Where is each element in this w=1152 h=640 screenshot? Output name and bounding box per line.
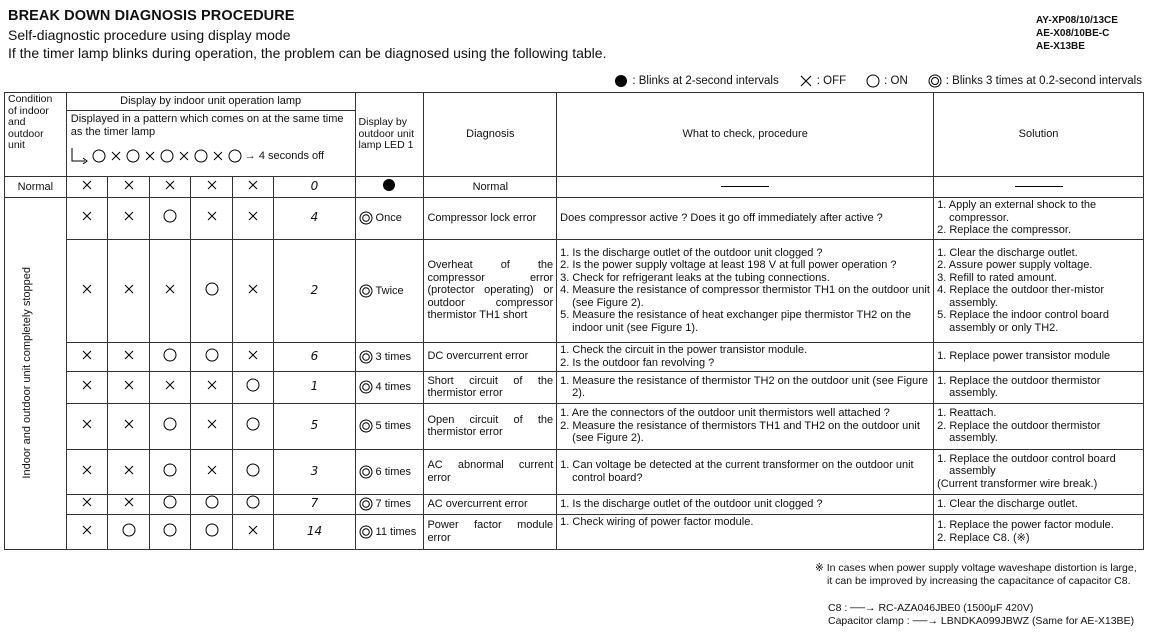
lamp-cell [191, 239, 233, 342]
lamp-cell [108, 371, 150, 403]
list-item: 2. Is the outdoor fan revolving ? [560, 356, 715, 369]
off-cross-icon [122, 495, 136, 509]
blink-count: 6 times [375, 465, 412, 478]
solution-cell [934, 239, 1144, 342]
on-circle-icon [163, 463, 177, 477]
led-cell [355, 449, 424, 494]
diagnosis-cell [424, 197, 557, 239]
check-cell [557, 239, 934, 342]
table-row [5, 371, 1144, 403]
off-cross-icon [211, 149, 225, 163]
diagnosis-text: Overheat of the compressor error (protector operating) or outdoor compressor thermistor TH1 short [427, 259, 554, 322]
lamp-cell [149, 449, 191, 494]
condition-cell [5, 177, 67, 198]
blink-3x-icon [359, 525, 373, 539]
diagnosis-rows [5, 177, 1144, 550]
legend-blink3: : Blinks 3 times at 0.2-second intervals [945, 75, 1142, 87]
lamp-cell [191, 371, 233, 403]
table-row [5, 514, 1144, 549]
diagnosis-text: AC overcurrent error [427, 497, 528, 510]
list-item: (Current transformer wire break.) [937, 477, 1098, 490]
diagnosis-cell [424, 494, 557, 514]
diagnosis-cell [424, 239, 557, 342]
off-cross-icon [122, 378, 136, 392]
lamp-cell [66, 403, 108, 449]
on-circle-icon [160, 149, 174, 163]
digit-cell [274, 342, 355, 371]
on-circle-icon [205, 495, 219, 509]
group-condition-cell [5, 197, 67, 549]
off-cross-icon [122, 463, 136, 477]
check-list [560, 459, 930, 484]
segment-digit: 5 [310, 418, 319, 433]
parts-list [828, 602, 1134, 627]
led-cell [355, 197, 424, 239]
list-item: 1. Replace the outdoor control board assembly [937, 452, 1116, 478]
diagnosis-cell [424, 342, 557, 371]
blink-3x-icon [359, 284, 373, 298]
off-cross-icon [246, 348, 260, 362]
list-item: 1. Is the discharge outlet of the outdoor unit clogged ? [560, 246, 823, 259]
blink-3x-icon [359, 419, 373, 433]
off-cross-icon [205, 178, 219, 192]
solution-cell [934, 177, 1144, 198]
list-item: 2. Is the power supply voltage at least 198 V at full power operation ? [560, 259, 897, 272]
outdoor-display-header: Display by outdoor unit lamp LED 1 [355, 93, 424, 177]
off-cross-icon [80, 523, 94, 537]
lamp-cell [66, 514, 108, 549]
pattern-sequence [71, 148, 351, 164]
segment-digit: 7 [310, 496, 319, 511]
off-cross-icon [177, 149, 191, 163]
list-item: 1. Check wiring of power factor module. [560, 515, 754, 528]
list-item: 3. Refill to rated amount. [937, 271, 1057, 284]
table-row [5, 239, 1144, 342]
digit-cell [274, 403, 355, 449]
pattern-description: Displayed in a pattern which comes on at the same time as the timer lamp [70, 113, 344, 138]
list-item: Does compressor active ? Does it go off immediately after active ? [560, 211, 883, 224]
off-cross-icon [122, 417, 136, 431]
solution-cell [934, 494, 1144, 514]
diagnosis-header: Diagnosis [424, 93, 557, 177]
check-list [560, 375, 930, 400]
blink-3x-icon [359, 211, 373, 225]
normal-row [5, 177, 1144, 198]
on-circle-icon [866, 74, 880, 88]
off-cross-icon [122, 209, 136, 223]
off-cross-icon [799, 74, 813, 88]
lamp-cell [232, 239, 274, 342]
led-cell [355, 371, 424, 403]
blink-3x-icon [359, 380, 373, 394]
lamp-cell [66, 371, 108, 403]
diagnosis-text: Open circuit of the thermistor error [427, 413, 554, 438]
on-circle-icon [163, 209, 177, 223]
sequence-return-arrow-icon [71, 148, 89, 164]
solution-cell [934, 449, 1144, 494]
lamp-cell [149, 342, 191, 371]
solution-list [937, 453, 1140, 491]
blink-2s-icon [614, 74, 628, 88]
blink-count: 4 times [375, 380, 412, 393]
off-cross-icon [246, 282, 260, 296]
on-circle-icon [246, 495, 260, 509]
part-c8: C8 : ──→ RC-AZA046JBE0 (1500μF 420V) [828, 602, 1034, 614]
table-row [5, 197, 1144, 239]
diagnosis-text: Compressor lock error [427, 211, 537, 224]
on-circle-icon [246, 378, 260, 392]
lamp-cell [191, 177, 233, 198]
lamp-cell [149, 494, 191, 514]
solution-cell [934, 197, 1144, 239]
segment-digit: 0 [310, 179, 319, 193]
off-cross-icon [205, 463, 219, 477]
lamp-cell [108, 494, 150, 514]
check-list [560, 498, 930, 511]
list-item: 1. Replace the power factor module. [937, 519, 1114, 531]
off-cross-icon [246, 178, 260, 192]
off-cross-icon [205, 417, 219, 431]
blink-3x-icon [359, 465, 373, 479]
list-item: 1. Measure the resistance of thermistor TH2 on the outdoor unit (see Figure 2). [560, 374, 929, 399]
off-cross-icon [109, 149, 123, 163]
list-item: 2. Replace the outdoor thermistor assembly. [937, 419, 1101, 445]
seconds-off-label: → 4 seconds off [244, 149, 325, 162]
off-cross-icon [163, 282, 177, 296]
check-list [560, 516, 930, 529]
list-item: 3. Check for refrigerant leaks at the tubing connections. [560, 271, 830, 284]
diagnosis-cell [424, 514, 557, 549]
lamp-cell [232, 371, 274, 403]
model-3: AE-X13BE [1036, 41, 1085, 52]
off-cross-icon [246, 209, 260, 223]
lamp-cell [191, 449, 233, 494]
footnote-line-1: ※ In cases when power supply voltage waveshape distortion is large, [815, 562, 1137, 574]
segment-digit: 2 [310, 282, 319, 297]
off-cross-icon [143, 149, 157, 163]
on-circle-icon [228, 149, 242, 163]
lamp-cell [232, 514, 274, 549]
blink-count: Twice [375, 284, 404, 297]
diagnosis-text: DC overcurrent error [427, 350, 529, 363]
lamp-cell [108, 177, 150, 198]
off-cross-icon [80, 209, 94, 223]
solution-list [937, 375, 1140, 400]
off-cross-icon [80, 463, 94, 477]
list-item: 2. Replace C8. (※) [937, 531, 1030, 544]
segment-digit: 4 [310, 210, 319, 225]
part-capacitor-clamp: Capacitor clamp : ──→ LBNDKA099JBWZ (Same for AE-X13BE) [828, 614, 1135, 627]
off-cross-icon [163, 378, 177, 392]
digit-cell [274, 494, 355, 514]
diagnosis-text: AC abnormal current error [427, 459, 554, 484]
legend-on: : ON [884, 75, 908, 87]
model-1: AY-XP08/10/13CE [1036, 15, 1118, 26]
lamp-cell [191, 342, 233, 371]
list-item: 1. Replace power transistor module [937, 350, 1111, 363]
blink-2s-icon [382, 178, 396, 192]
check-header: What to check, procedure [557, 93, 934, 177]
lamp-cell [232, 494, 274, 514]
check-cell [557, 371, 934, 403]
solution-list [937, 407, 1140, 445]
condition-header: Condition of indoor and outdoor unit [5, 93, 67, 177]
solution-header: Solution [934, 93, 1144, 177]
on-circle-icon [122, 523, 136, 537]
model-2: AE-X08/10BE-C [1036, 28, 1110, 39]
lamp-cell [108, 403, 150, 449]
off-cross-icon [122, 178, 136, 192]
check-cell [557, 494, 934, 514]
footnote-line-2: it can be improved by increasing the capacitance of capacitor C8. [827, 574, 1131, 587]
list-item: 1. Can voltage be detected at the current transformer on the outdoor unit control board? [560, 459, 914, 484]
list-item: 5. Replace the indoor control board assembly or only TH2. [937, 309, 1109, 334]
off-cross-icon [205, 209, 219, 223]
solution-list [937, 350, 1140, 363]
list-item: 1. Check the circuit in the power transistor module. [560, 344, 808, 356]
lamp-cell [66, 177, 108, 198]
solution-list [937, 199, 1140, 237]
list-item: 1. Clear the discharge outlet. [937, 497, 1078, 510]
lamp-cell [232, 197, 274, 239]
digit-cell [274, 177, 355, 198]
check-list [560, 407, 930, 445]
lamp-cell [66, 449, 108, 494]
solution-list [937, 519, 1140, 544]
lamp-cell [149, 403, 191, 449]
check-cell [557, 449, 934, 494]
list-item: 2. Replace the compressor. [937, 224, 1072, 237]
on-circle-icon [205, 348, 219, 362]
blink-count: 11 times [375, 525, 417, 538]
lamp-cell [66, 494, 108, 514]
condition-label: Normal [17, 180, 54, 193]
lamp-cell [191, 403, 233, 449]
list-item: 1. Replace the outdoor thermistor assembly. [937, 374, 1101, 399]
blink-3x-icon [928, 74, 942, 88]
digit-cell [274, 239, 355, 342]
diagnosis-text: Normal [472, 180, 509, 193]
diagnosis-cell [424, 177, 557, 198]
blink-count: 5 times [375, 419, 412, 432]
diagnosis-text: Power factor module error [427, 519, 554, 544]
led-cell [355, 494, 424, 514]
dash-line [1015, 186, 1063, 187]
on-circle-icon [205, 523, 219, 537]
lamp-cell [232, 342, 274, 371]
model-list [1036, 14, 1118, 53]
off-cross-icon [80, 378, 94, 392]
solution-list [937, 247, 1140, 335]
indoor-display-header: Display by indoor unit operation lamp [66, 93, 355, 111]
on-circle-icon [163, 348, 177, 362]
led-cell [355, 514, 424, 549]
lamp-cell [149, 514, 191, 549]
lamp-cell [149, 239, 191, 342]
table-row [5, 449, 1144, 494]
list-item: 1. Clear the discharge outlet. [937, 246, 1078, 259]
lamp-cell [149, 177, 191, 198]
blink-3x-icon [359, 497, 373, 511]
list-item: 1. Reattach. [937, 407, 997, 420]
off-cross-icon [205, 378, 219, 392]
diagnosis-table [4, 92, 1144, 550]
check-cell [557, 197, 934, 239]
lamp-cell [232, 449, 274, 494]
on-circle-icon [163, 523, 177, 537]
on-circle-icon [205, 282, 219, 296]
on-circle-icon [163, 495, 177, 509]
blink-count: Once [375, 211, 402, 224]
digit-cell [274, 371, 355, 403]
segment-digit: 1 [310, 379, 319, 394]
list-item: 2. Assure power supply voltage. [937, 259, 1093, 272]
check-cell [557, 514, 934, 549]
lamp-cell [66, 239, 108, 342]
check-cell [557, 342, 934, 371]
segment-digit: 3 [310, 463, 319, 478]
list-item: 1. Is the discharge outlet of the outdoor unit clogged ? [560, 497, 823, 510]
lamp-cell [149, 371, 191, 403]
on-circle-icon [246, 417, 260, 431]
off-cross-icon [80, 348, 94, 362]
off-cross-icon [80, 178, 94, 192]
diagnosis-text: Short circuit of the thermistor error [427, 374, 554, 399]
segment-digit: 14 [306, 523, 323, 538]
solution-list [937, 498, 1140, 511]
on-circle-icon [92, 149, 106, 163]
pattern-header [66, 111, 355, 177]
lamp-cell [191, 514, 233, 549]
blink-count: 3 times [375, 350, 412, 363]
list-item: 4. Measure the resistance of compressor thermistor TH1 on the outdoor unit (see Figure 2). [560, 284, 930, 309]
off-cross-icon [80, 417, 94, 431]
lamp-cell [108, 342, 150, 371]
lamp-cell [108, 239, 150, 342]
lamp-cell [66, 197, 108, 239]
lamp-cell [108, 449, 150, 494]
lamp-cell [108, 197, 150, 239]
digit-cell [274, 514, 355, 549]
page-title: BREAK DOWN DIAGNOSIS PROCEDURE [8, 8, 295, 24]
list-item: 4. Replace the outdoor ther-mistor assembly. [937, 284, 1105, 309]
solution-cell [934, 342, 1144, 371]
diagnosis-cell [424, 449, 557, 494]
diagnosis-cell [424, 371, 557, 403]
lamp-cell [108, 514, 150, 549]
on-circle-icon [246, 463, 260, 477]
led-cell [355, 342, 424, 371]
led-cell [355, 239, 424, 342]
off-cross-icon [122, 348, 136, 362]
symbol-legend [614, 74, 1142, 88]
subtitle-1: Self-diagnostic procedure using display mode [8, 27, 291, 43]
check-list [560, 212, 930, 225]
legend-off: : OFF [816, 75, 847, 87]
led-cell [355, 177, 424, 198]
solution-cell [934, 403, 1144, 449]
lamp-cell [232, 403, 274, 449]
off-cross-icon [80, 495, 94, 509]
blink-3x-icon [359, 350, 373, 364]
dash-line [721, 186, 769, 187]
blink-count: 7 times [375, 497, 412, 510]
lamp-cell [149, 197, 191, 239]
lamp-cell [66, 342, 108, 371]
check-cell [557, 177, 934, 198]
table-row [5, 403, 1144, 449]
list-item: 2. Measure the resistance of thermistors TH1 and TH2 on the outdoor unit (see Figure 2). [560, 419, 920, 445]
lamp-cell [191, 197, 233, 239]
group-condition-label: Indoor and outdoor unit completely stopped [21, 267, 34, 479]
solution-cell [934, 514, 1144, 549]
off-cross-icon [122, 282, 136, 296]
check-cell [557, 403, 934, 449]
footnote [815, 562, 1137, 587]
list-item: 5. Measure the resistance of heat exchanger pipe thermistor TH2 on the indoor unit (see Figure 1). [560, 309, 911, 334]
off-cross-icon [246, 523, 260, 537]
solution-cell [934, 371, 1144, 403]
lamp-cell [232, 177, 274, 198]
off-cross-icon [80, 282, 94, 296]
lamp-cell [191, 494, 233, 514]
off-cross-icon [163, 178, 177, 192]
table-row [5, 494, 1144, 514]
check-list [560, 344, 930, 369]
check-list [560, 247, 930, 335]
digit-cell [274, 449, 355, 494]
segment-digit: 6 [310, 348, 319, 363]
on-circle-icon [163, 417, 177, 431]
table-row [5, 342, 1144, 371]
legend-blink2: : Blinks at 2-second intervals [632, 75, 779, 87]
digit-cell [274, 197, 355, 239]
list-item: 1. Apply an external shock to the compressor. [937, 199, 1097, 224]
list-item: 1. Are the connectors of the outdoor unit thermistors well attached ? [560, 407, 890, 420]
on-circle-icon [194, 149, 208, 163]
on-circle-icon [126, 149, 140, 163]
subtitle-2: If the timer lamp blinks during operation, the problem can be diagnosed using the following table. [8, 45, 607, 61]
diagnosis-cell [424, 403, 557, 449]
led-cell [355, 403, 424, 449]
